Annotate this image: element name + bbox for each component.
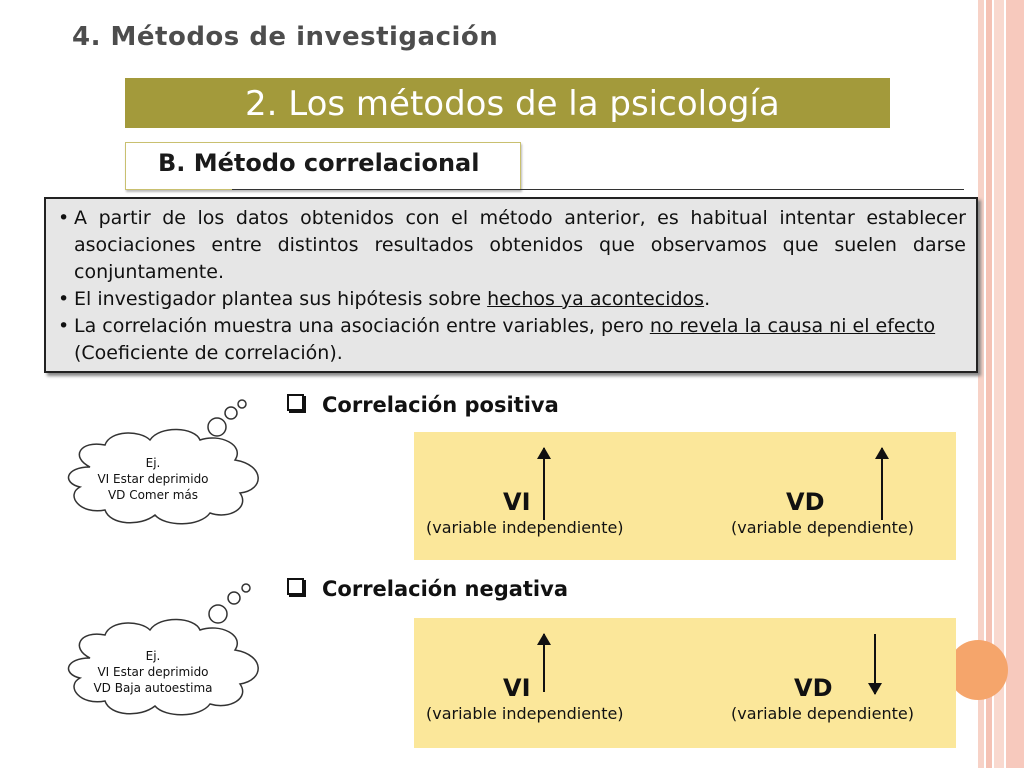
divider bbox=[232, 189, 964, 190]
example-line: VI Estar deprimido bbox=[97, 472, 209, 486]
underlined-text: no revela la causa ni el efecto bbox=[649, 315, 936, 337]
vi-label: VI bbox=[503, 488, 531, 516]
negative-correlation-panel bbox=[414, 618, 956, 748]
bullet-item bbox=[58, 286, 966, 313]
header-banner bbox=[125, 78, 890, 128]
example-line: Ej. bbox=[145, 649, 161, 663]
bullet-item bbox=[58, 205, 966, 286]
bullet-text: (Coeficiente de correlación). bbox=[74, 342, 343, 364]
vi-description: (variable independiente) bbox=[426, 704, 624, 723]
arrow-up-icon bbox=[543, 448, 545, 520]
underlined-text: hechos ya acontecidos bbox=[487, 288, 705, 310]
bullet-text: La correlación muestra una asociación entre variables, pero bbox=[74, 315, 650, 337]
arrow-up-icon bbox=[881, 448, 883, 520]
negative-correlation-label bbox=[287, 577, 568, 601]
bullet-list bbox=[46, 199, 976, 367]
checkbox-bullet-icon bbox=[287, 394, 304, 411]
decor-stripe bbox=[1006, 0, 1024, 768]
subtitle: B. Método correlacional bbox=[158, 149, 480, 177]
example-line: VD Baja autoestima bbox=[93, 681, 213, 695]
example-text bbox=[68, 455, 238, 503]
bullet-item bbox=[58, 313, 966, 367]
decor-circle bbox=[948, 640, 1008, 700]
slide-title: 2. Los métodos de la psicología bbox=[245, 84, 780, 124]
content-box bbox=[44, 197, 978, 373]
positive-correlation-label bbox=[287, 393, 559, 417]
section-title: 4. Métodos de investigación bbox=[72, 22, 499, 52]
bullet-text: A partir de los datos obtenidos con el método anterior, es habitual intentar establecer asociaciones entre distintos resultados obtenidos que observamos que suelen darse conjuntamente. bbox=[74, 207, 966, 283]
positive-correlation-panel bbox=[414, 432, 956, 560]
subtitle-box bbox=[125, 142, 521, 190]
vd-description: (variable dependiente) bbox=[731, 704, 914, 723]
bullet-text: El investigador plantea sus hipótesis sobre bbox=[74, 288, 488, 310]
vd-description: (variable dependiente) bbox=[731, 518, 914, 537]
vi-description: (variable independiente) bbox=[426, 518, 624, 537]
example-line: VI Estar deprimido bbox=[97, 665, 209, 679]
label-text: Correlación negativa bbox=[322, 577, 568, 601]
vi-label: VI bbox=[503, 674, 531, 702]
arrow-up-icon bbox=[543, 634, 545, 692]
arrow-down-icon bbox=[874, 634, 876, 694]
label-text: Correlación positiva bbox=[322, 393, 559, 417]
checkbox-bullet-icon bbox=[287, 578, 304, 595]
bullet-text: . bbox=[704, 288, 711, 310]
example-line: Ej. bbox=[145, 456, 161, 470]
vd-label: VD bbox=[786, 488, 825, 516]
example-line: VD Comer más bbox=[107, 488, 199, 502]
example-text bbox=[68, 648, 238, 696]
vd-label: VD bbox=[794, 674, 833, 702]
